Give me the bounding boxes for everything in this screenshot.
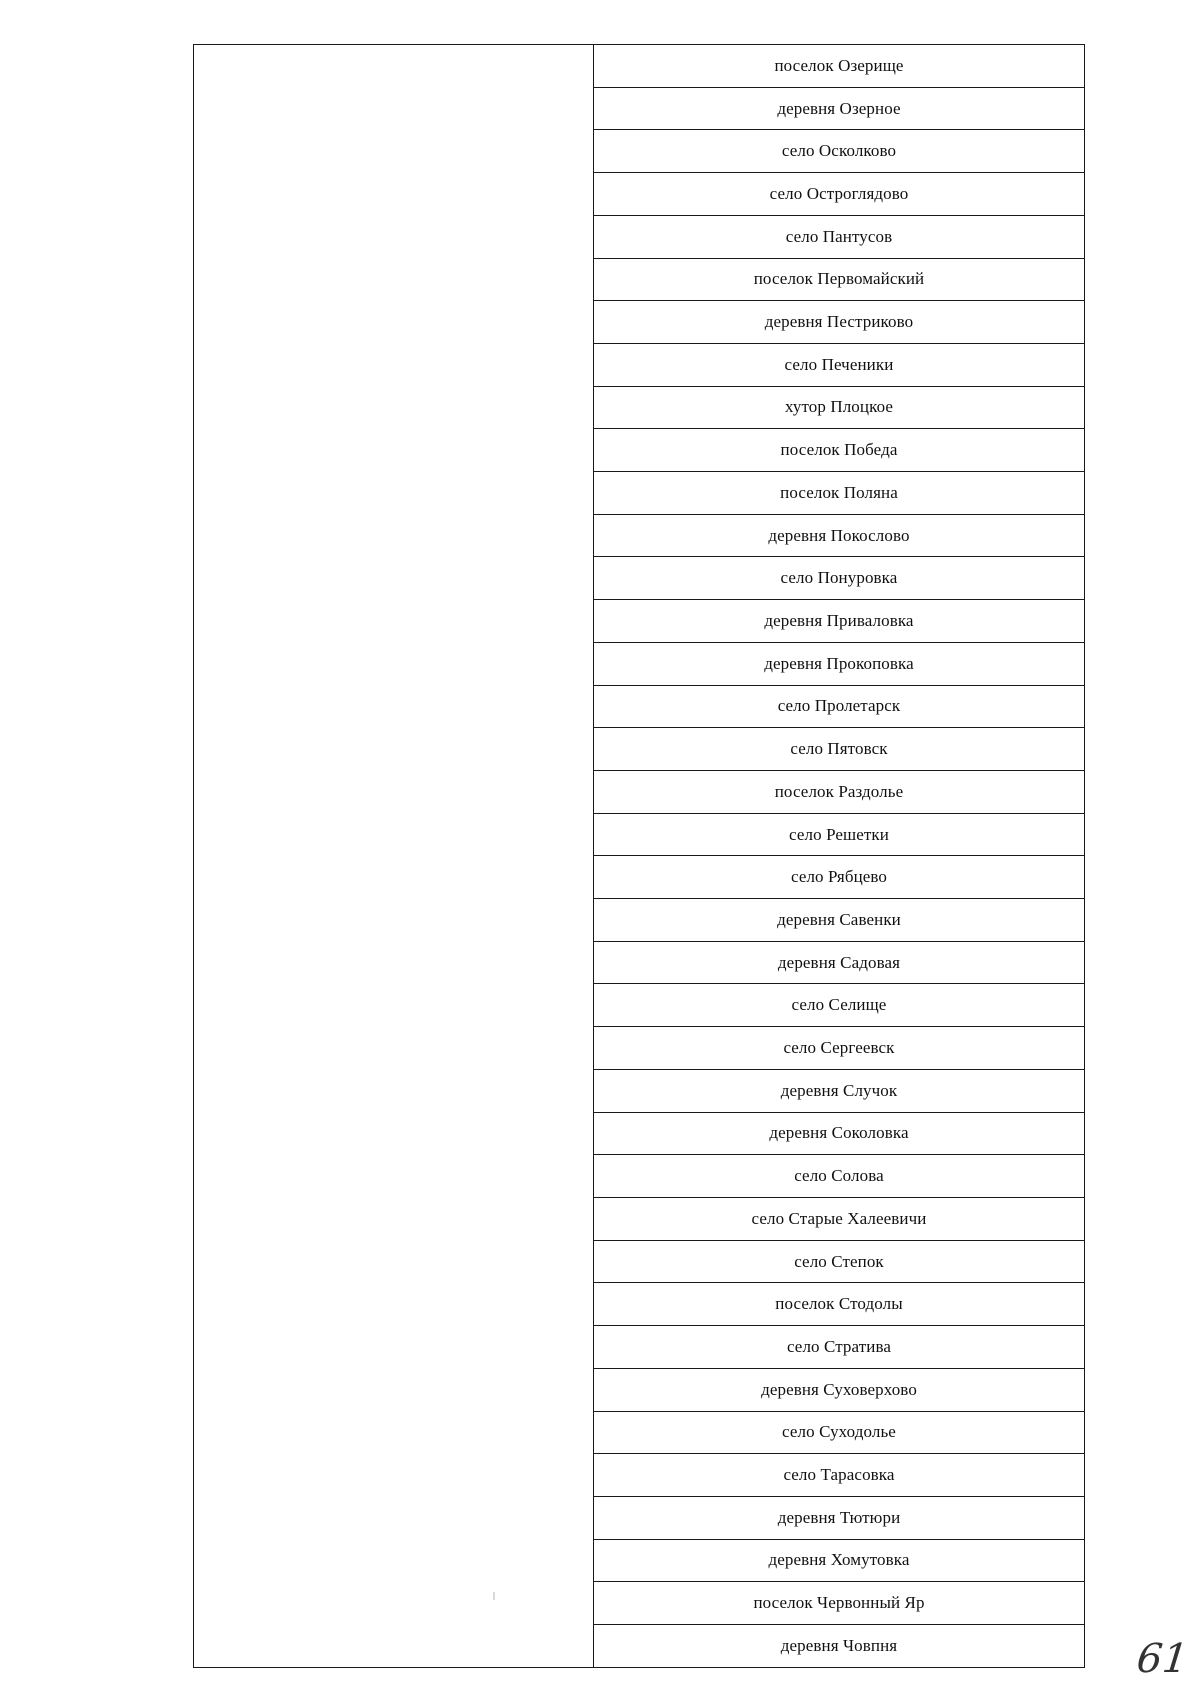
settlement-row: село Решетки [594,814,1084,857]
settlement-row: поселок Первомайский [594,259,1084,302]
settlement-row: село Пролетарск [594,686,1084,729]
settlement-row: деревня Случок [594,1070,1084,1113]
settlement-row: деревня Пестриково [594,301,1084,344]
settlement-row: поселок Червонный Яр [594,1582,1084,1625]
settlement-row: село Печеники [594,344,1084,387]
page-number: 61 [1134,1636,1191,1682]
settlement-row: село Старые Халеевичи [594,1198,1084,1241]
settlement-row: село Сергеевск [594,1027,1084,1070]
settlement-row: село Селище [594,984,1084,1027]
settlement-row: поселок Раздолье [594,771,1084,814]
settlement-row: деревня Озерное [594,88,1084,131]
settlement-row: деревня Тютюри [594,1497,1084,1540]
settlement-row: деревня Хомутовка [594,1540,1084,1583]
settlement-row: село Суходолье [594,1412,1084,1455]
empty-left-column-cell [194,45,594,1667]
settlement-row: село Осколково [594,130,1084,173]
settlement-row: деревня Покослово [594,515,1084,558]
settlement-row: хутор Плоцкое [594,387,1084,430]
settlement-row: село Понуровка [594,557,1084,600]
settlement-row: деревня Човпня [780,1635,898,1655]
settlement-row: село Степок [594,1241,1084,1284]
settlement-list-column [594,45,1084,1667]
settlement-row: деревня Суховерхово [594,1369,1084,1412]
settlement-row: село Рябцево [594,856,1084,899]
settlement-row: село Стратива [594,1326,1084,1369]
settlement-row: деревня Савенки [594,899,1084,942]
settlement-row: село Тарасовка [594,1454,1084,1497]
settlement-row: поселок Озерище [594,45,1084,88]
settlement-row: деревня Прокоповка [594,643,1084,686]
settlement-row: деревня Приваловка [594,600,1084,643]
settlement-row: поселок Поляна [594,472,1084,515]
settlement-row: поселок Стодолы [594,1283,1084,1326]
settlement-row: поселок Победа [594,429,1084,472]
settlement-row: село Пятовск [594,728,1084,771]
settlement-row: село Солова [594,1155,1084,1198]
settlement-row: деревня Садовая [594,942,1084,985]
settlement-row: село Пантусов [594,216,1084,259]
scan-artifact [493,1592,495,1600]
settlement-row: деревня Соколовка [594,1113,1084,1156]
settlement-row: село Остроглядово [594,173,1084,216]
settlements-table [193,44,1085,1668]
